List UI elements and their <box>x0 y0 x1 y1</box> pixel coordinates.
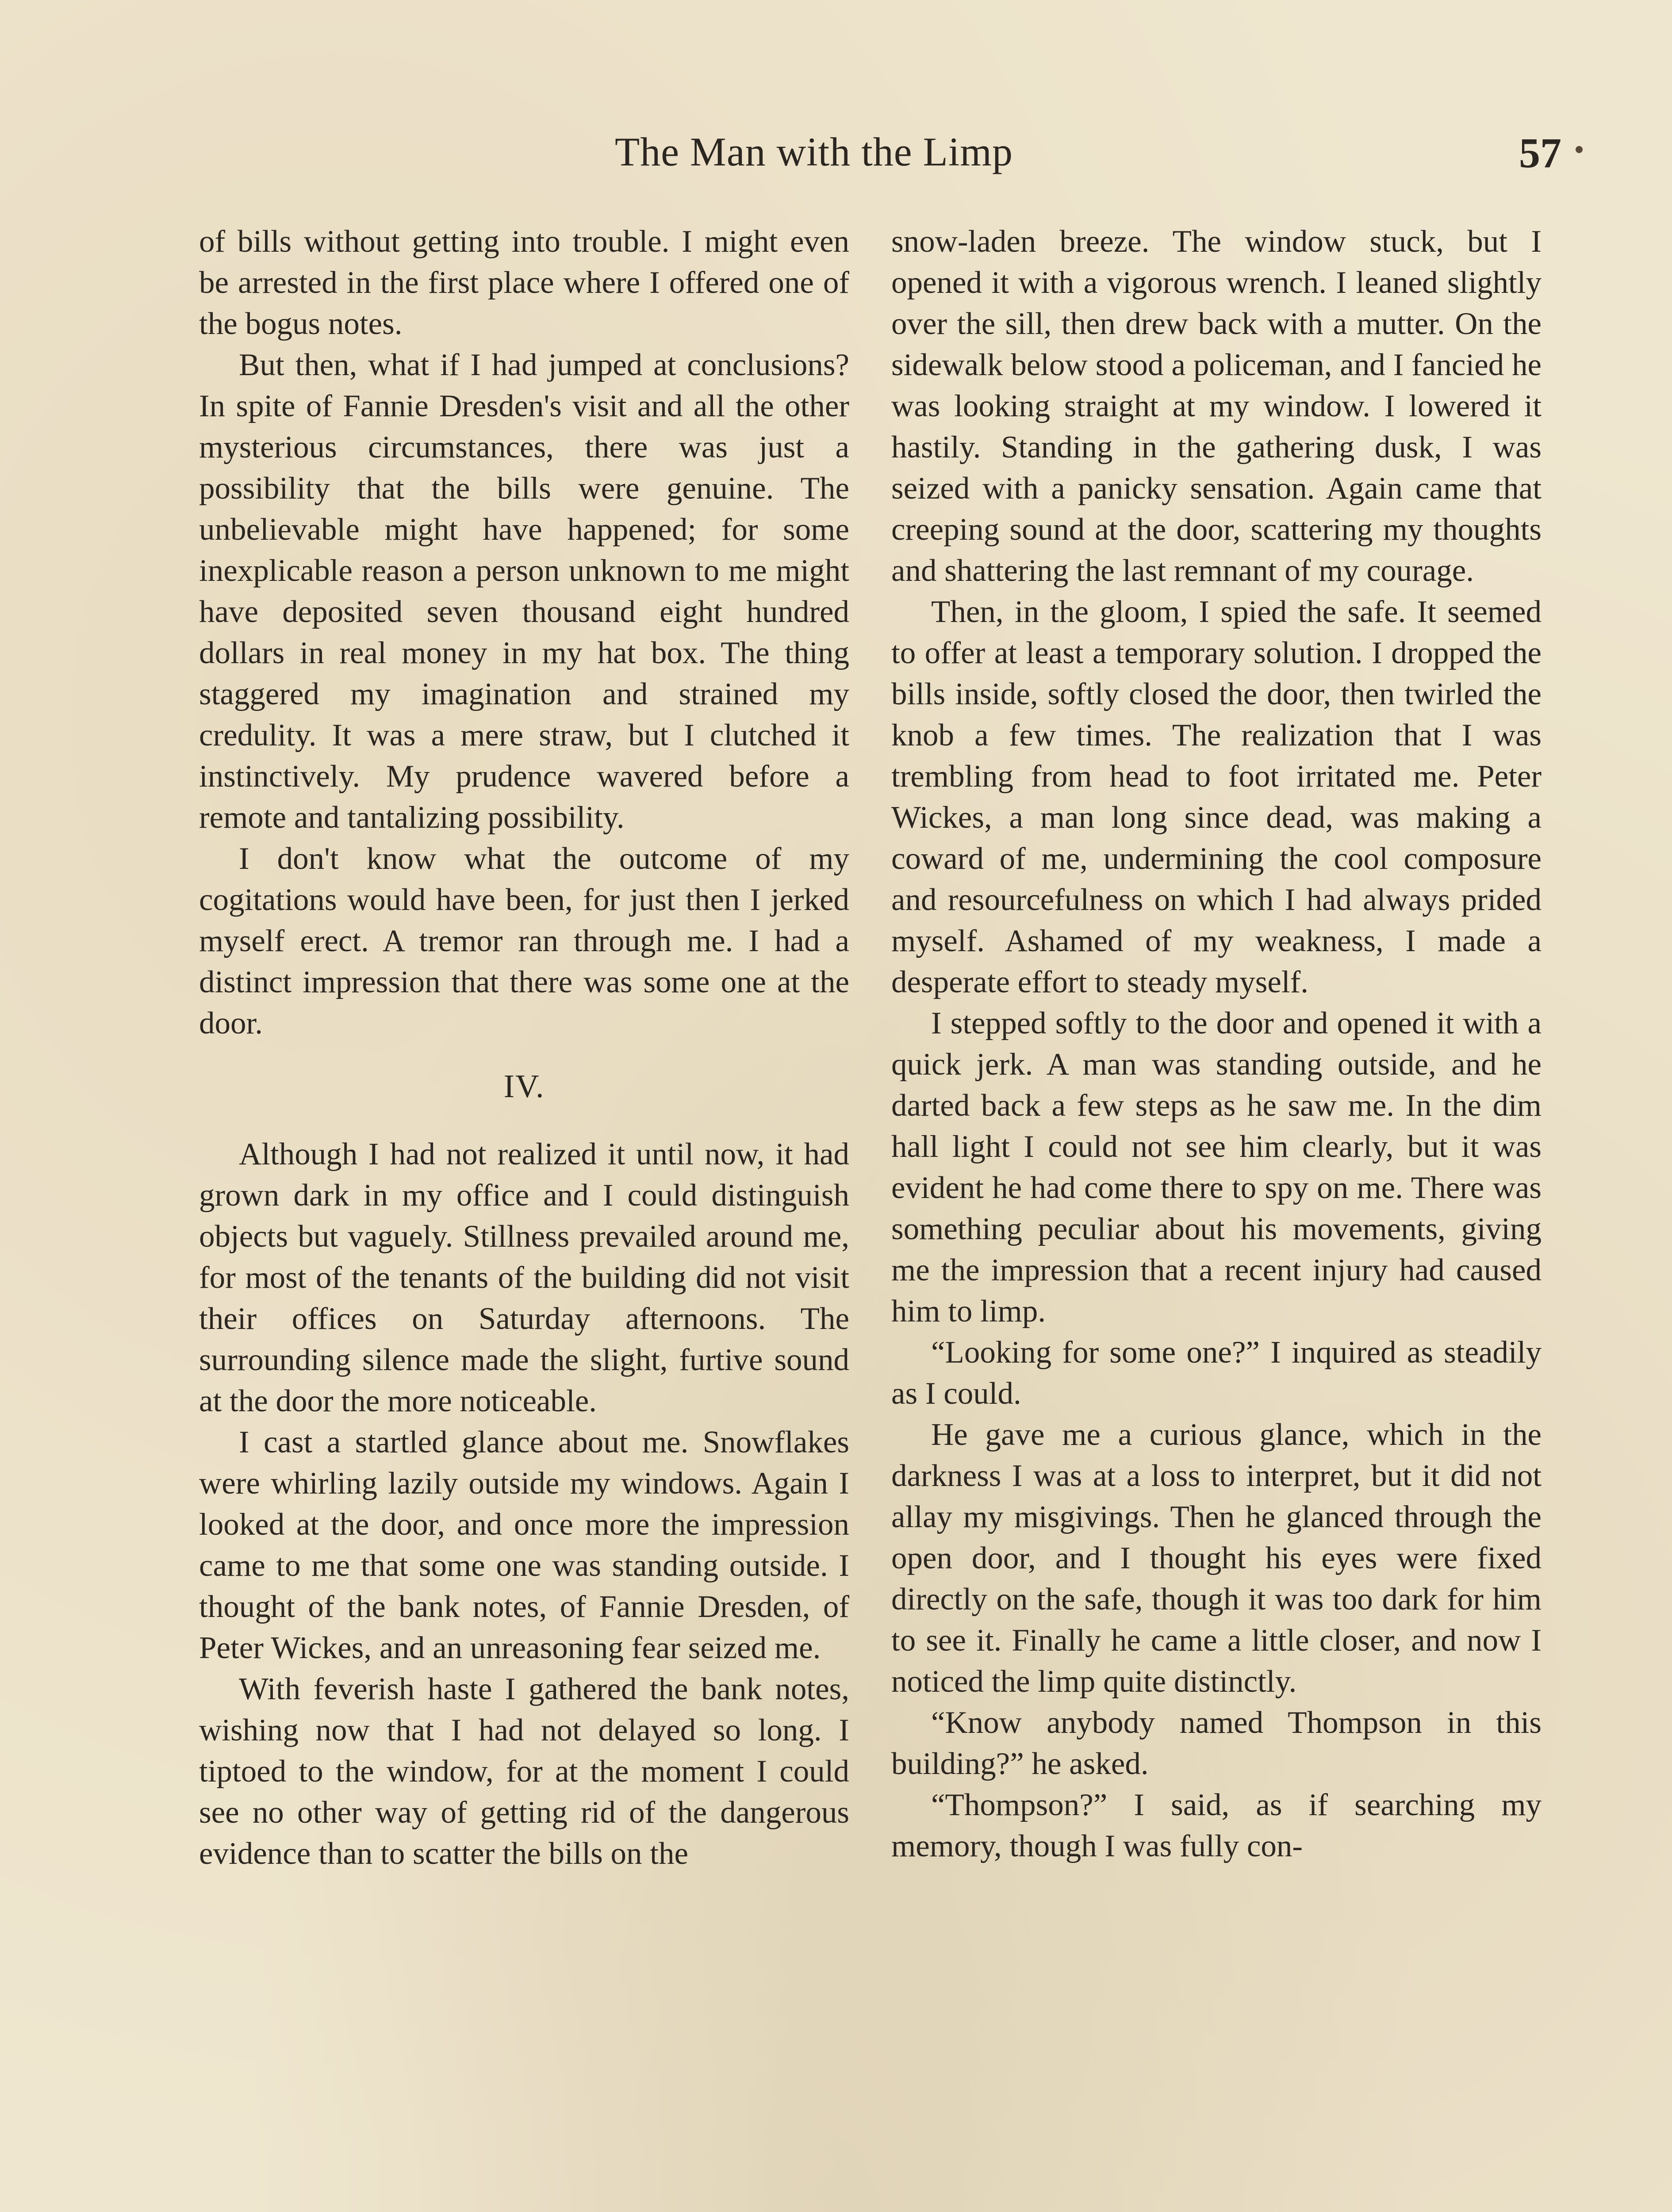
left-column <box>199 221 849 1874</box>
page-number: 57 <box>1519 129 1561 177</box>
paragraph: I don't know what the outcome of my cogitations would have been, for just then I jerked myself erect. A tremor ran through me. I had a distinct impression that there was some one at the door. <box>199 841 849 1041</box>
paragraph: But then, what if I had jumped at conclusions? In spite of Fannie Dresden's visit and all the other mysterious circumstances, there was just a possibility that the bills were genuine. The unbelievable might have happened; for some inexplicable reason a person unknown to me might have deposited seven thousand eight hundred dollars in real money in my hat box. The thing staggered my imagination and strained my credulity. It was a mere straw, but I clutched it instinctively. My prudence wavered before a remote and tantalizing possibility. <box>199 348 849 835</box>
paragraph: snow-laden breeze. The window stuck, but I opened it with a vigorous wrench. I leaned slightly over the sill, then drew back with a mutter. On the sidewalk below stood a policeman, and I fancied he was looking straight at my window. I lowered it hastily. Standing in the gathering dusk, I was seized with a panicky sensation. Again came that creeping sound at the door, scattering my thoughts and shattering the last remnant of my courage. <box>891 224 1542 588</box>
paragraph: Although I had not realized it until now, it had grown dark in my office and I could distinguish objects but vaguely. Stillness prevailed around me, for most of the tenants of the building did not visit their offices on Saturday afternoons. The surrounding silence made the slight, furtive sound at the door the more noticeable. <box>199 1137 849 1418</box>
paragraph: “Thompson?” I said, as if searching my memory, though I was fully con- <box>891 1788 1542 1863</box>
running-header <box>199 128 1561 199</box>
paragraph: With feverish haste I gathered the bank notes, wishing now that I had not delayed so long. I tiptoed to the window, for at the moment I could see no other way of getting rid of the dangerous evidence than to scatter the bills on the <box>199 1672 849 1871</box>
paragraph: I cast a startled glance about me. Snowflakes were whirling lazily outside my windows. Again I looked at the door, and once more the impression came to me that some one was standing outside. I thought of the bank notes, of Fannie Dresden, of Peter Wickes, and an unreasoning fear seized me. <box>199 1425 849 1665</box>
section-heading: IV. <box>503 1068 545 1105</box>
paragraph: “Looking for some one?” I inquired as steadily as I could. <box>891 1335 1542 1411</box>
ink-dot <box>1576 146 1583 153</box>
right-column <box>891 221 1542 1867</box>
running-title: The Man with the Limp <box>615 129 1013 174</box>
paragraph: of bills without getting into trouble. I might even be arrested in the first place where I offered one of the bogus notes. <box>199 224 849 341</box>
paragraph: Then, in the gloom, I spied the safe. It seemed to offer at least a temporary solution. I dropped the bills inside, softly closed the door, then twirled the knob a few times. The realization that I was trembling from head to foot irritated me. Peter Wickes, a man long since dead, was making a coward of me, undermining the cool composure and resourcefulness on which I had always prided myself. Ashamed of my weakness, I made a desperate effort to steady myself. <box>891 595 1542 999</box>
paragraph: He gave me a curious glance, which in the darkness I was at a loss to interpret, but it did not allay my misgivings. Then he glanced through the open door, and I thought his eyes were fixed directly on the safe, though it was too dark for him to see it. Finally he came a little closer, and now I noticed the limp quite distinctly. <box>891 1417 1542 1699</box>
paragraph: I stepped softly to the door and opened it with a quick jerk. A man was standing outside, and he darted back a few steps as he saw me. In the dim hall light I could not see him clearly, but it was evident he had come there to spy on me. There was something peculiar about his movements, giving me the impression that a recent injury had caused him to limp. <box>891 1006 1542 1329</box>
paragraph: “Know anybody named Thompson in this building?” he asked. <box>891 1705 1542 1781</box>
